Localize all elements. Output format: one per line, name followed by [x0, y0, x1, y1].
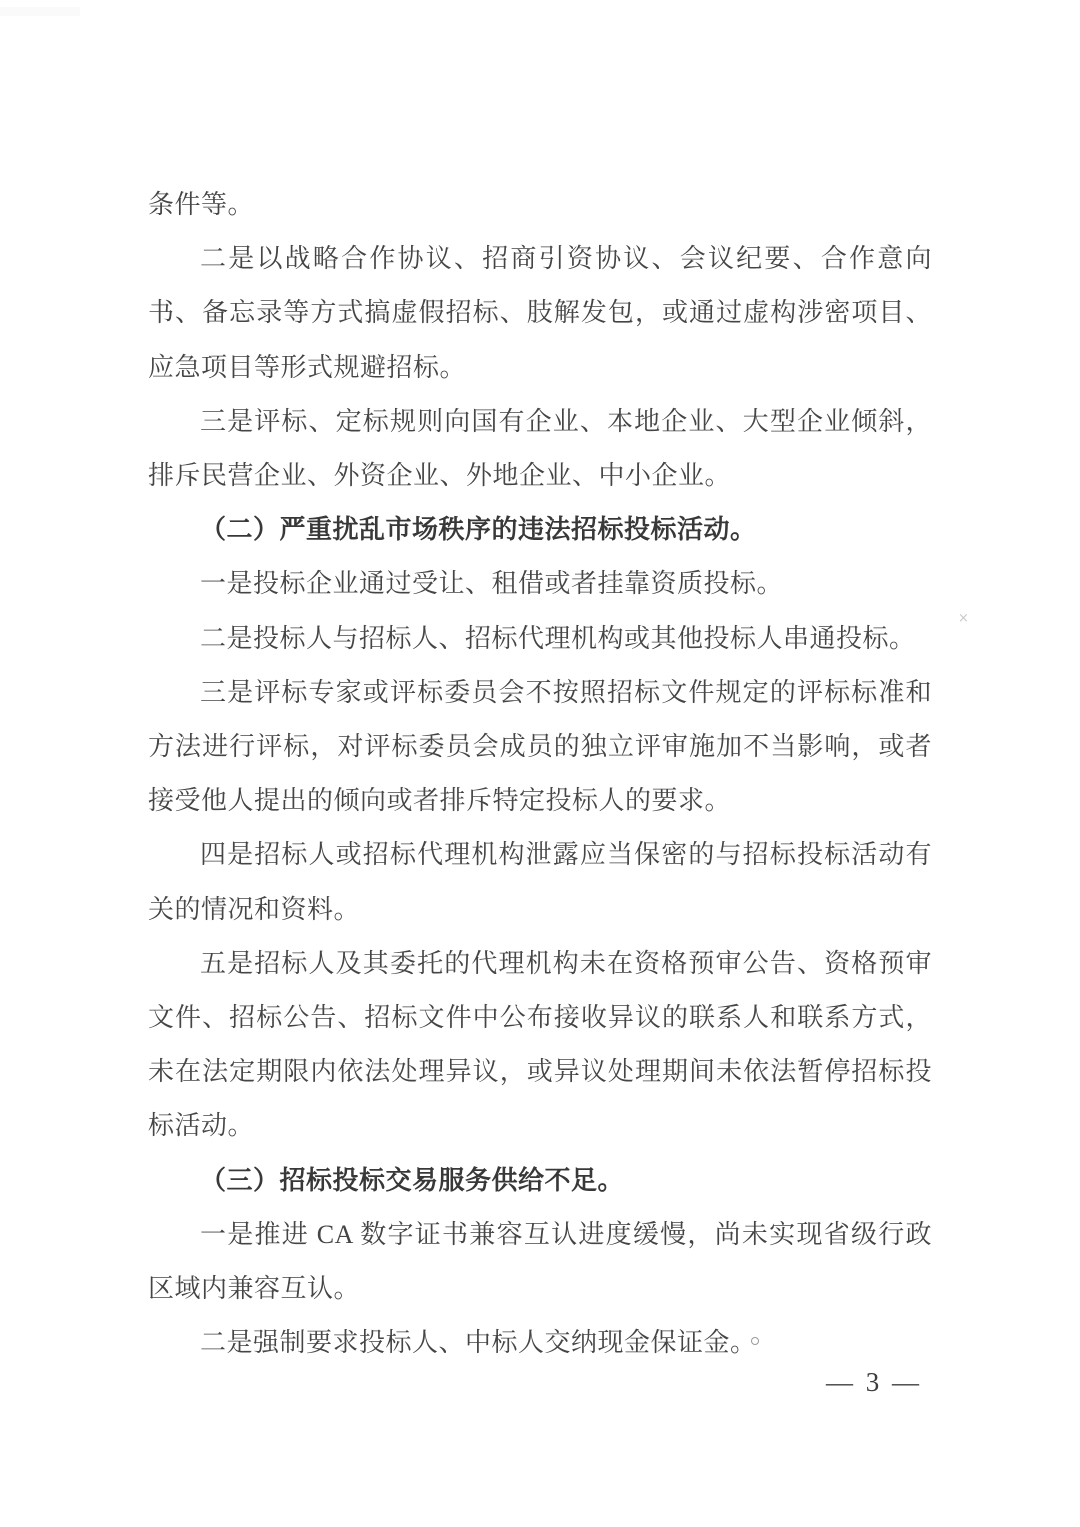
paragraph: 五是招标人及其委托的代理机构未在资格预审公告、资格预审文件、招标公告、招标文件中公布接收异议的联系人和联系方式，未在法定期限内依法处理异议，或异议处理期间未依法暂停招标投标活动。	[148, 948, 932, 1141]
paragraph: 四是招标人或招标代理机构泄露应当保密的与招标投标活动有关的情况和资料。	[148, 840, 932, 924]
paragraph: 二是强制要求投标人、中标人交纳现金保证金。	[200, 1328, 757, 1358]
paragraph: 二是投标人与招标人、招标代理机构或其他投标人串通投标。	[200, 623, 916, 653]
paragraph: 二是以战略合作协议、招商引资协议、会议纪要、合作意向书、备忘录等方式搞虚假招标、肢解发包，或通过虚构涉密项目、应急项目等形式规避招标。	[148, 244, 932, 382]
document-body	[148, 178, 932, 1370]
paragraph: 一是投标企业通过受让、租借或者挂靠资质投标。	[200, 569, 784, 599]
paragraph: 一是推进 CA 数字证书兼容互认进度缓慢，尚未实现省级行政区域内兼容互认。	[148, 1219, 932, 1304]
paragraph: 三是评标、定标规则向国有企业、本地企业、大型企业倾斜，排斥民营企业、外资企业、外地企业、中小企业。	[148, 406, 932, 491]
paragraph: （二）严重扰乱市场秩序的违法招标投标活动。	[200, 515, 757, 545]
scan-speck-circle	[751, 1337, 759, 1345]
scan-artifact-band	[0, 7, 80, 16]
page-number: — 3 —	[826, 1367, 922, 1397]
scan-speck-x: ×	[958, 611, 969, 626]
paragraph: （三）招标投标交易服务供给不足。	[200, 1165, 625, 1195]
paragraph: 条件等。	[148, 190, 255, 219]
paragraph: 三是评标专家或评标委员会不按照招标文件规定的评标标准和方法进行评标，对评标委员会成员的独立评审施加不当影响，或者接受他人提出的倾向或者排斥特定投标人的要求。	[148, 677, 932, 816]
